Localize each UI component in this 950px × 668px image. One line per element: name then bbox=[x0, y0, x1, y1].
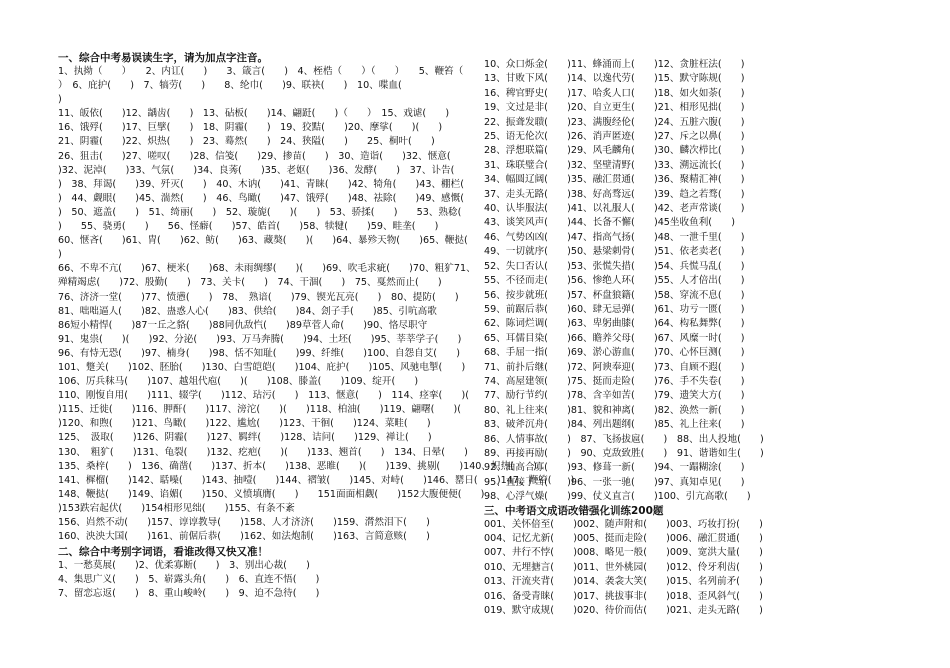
text-line: 66、不卑不亢( )67、梗米( )68、未雨绸缪( )( )69、吹毛求疵( )70、粗犷71、 bbox=[58, 263, 476, 275]
text-line: 96、有恃无恐( )97、楠身( )98、恬不知耻( )99、纤维( )100、自怨自艾( ) bbox=[58, 347, 460, 359]
text-line: 1、一愁莫展( )2、优柔寡断( ) 3、别出心裁( ) bbox=[58, 560, 310, 572]
text-line: )115、迁徙( )116、胛酐( )117、滂沱( )( )118、柏油( )119、翩曙( )( bbox=[58, 404, 461, 416]
text-line: 19、文过是非( )20、自立更生( )21、相形见拙( ) bbox=[484, 102, 745, 114]
text-line: 殚精竭虑( )72、殷勤( ) 73、关卡( ) 74、干涸( ) 75、戛然而止( ) bbox=[58, 277, 442, 289]
text-line: 013、汗流夹背( )014、袭衾大笑( )015、名列前矛( ) bbox=[484, 576, 763, 588]
text-line: 31、珠联璧合( )32、坚壁清野( )33、溯远流长( ) bbox=[484, 159, 745, 171]
text-line: 52、失口否认( )53、张慌失措( )54、兵慌马乱( ) bbox=[484, 260, 745, 272]
text-line: 4、集思广义( ) 5、崭露头角( ) 6、直连不悟( ) bbox=[58, 574, 320, 586]
section-1-title: 一、综合中考易误读生字，请为加点字注音。 bbox=[58, 52, 268, 64]
text-line: 34、幅圆辽阔( )35、融汇贯通( )36、聚精汇神( ) bbox=[484, 174, 745, 186]
text-line: 43、谈笑风声( )44、长备不懈( )45坐收鱼利( ) bbox=[484, 217, 735, 229]
section-3-body bbox=[484, 518, 892, 619]
text-line: 46、气势凶凶( )47、指高气扬( )48、一泄千里( ) bbox=[484, 231, 745, 243]
text-line: 59、前踞后恭( )60、肆无忌弹( )61、功亏一匮( ) bbox=[484, 303, 745, 315]
text-line: 22、振聋发聩( )23、满腹经伦( )24、五脏六腹( ) bbox=[484, 116, 745, 128]
text-line: 16、稗官野史( )17、哈炙人口( )18、如火如荼( ) bbox=[484, 87, 745, 99]
text-line: 86短小精悍( )87一丘之貉( )88同仇敌忾( )89草菅人命( )90、恪尽职守 bbox=[58, 319, 428, 331]
text-line: 76、济济一堂( )77、愤懑( ) 78、 熟谙( )79、锲光瓦亮( ) 80、提防( ) bbox=[58, 291, 459, 303]
text-line: 81、咄咄逼人( )82、蛊惑人心( )83、供给( )84、刽子手( )85、引吭高歌 bbox=[58, 305, 437, 317]
text-line: 21、阴霾( )22、炽热( ) 23、蓦然( ) 24、狭隘( ) 25、桐叶( ) bbox=[58, 136, 435, 148]
right-column bbox=[484, 58, 892, 618]
text-line: ) bbox=[58, 249, 62, 261]
section-2-title: 二、综合中考别字词语，看谁改得又快又准！ bbox=[58, 546, 268, 559]
text-line: 004、记忆尤新( )005、挺而走险( )006、融汇贯通( ) bbox=[484, 533, 763, 544]
text-line: 25、语无伦次( )26、消声匿迹( )27、斥之以鼻( ) bbox=[484, 131, 745, 143]
text-line: 101、蹩关( )102、胚胎( )130、白雪皑皑( )104、庇护( )105、风驰电掣( ) bbox=[58, 361, 466, 373]
text-line: 10、众口烁金( )11、蜂涌而上( )12、贪脏枉法( ) bbox=[484, 59, 745, 70]
text-line: 1、执拗（ ） 2、内讧( ) 3、箴言( ) 4、桎梏（ ）（ ） 5、鞭笞（ bbox=[58, 66, 464, 77]
text-line: 010、无埋搪言( )011、世外桃园( )012、伶牙利齿( ) bbox=[484, 561, 763, 573]
text-line: 160、泱泱大国( )161、前倨后恭( )162、如法炮制( )163、言简意赅( ) bbox=[58, 531, 430, 543]
text-line: 98、心浮气燥( )99、仗义直言( )100、引亢高歌( ) bbox=[484, 491, 751, 503]
text-line: 83、破斧沉舟( )84、列出题纲( )85、礼上往来( ) bbox=[484, 419, 745, 431]
text-line: 7、留恋忘返( ) 8、重山峻岭( ) 9、迫不急待( ) bbox=[58, 588, 320, 600]
text-line: ) 38、拜谒( )39、歼灭( ) 40、木讷( )41、青睐( )42、犄角( )43、棚栏( bbox=[58, 178, 464, 190]
text-line: 11、皈依( )12、龋齿( ) 13、砧板( )14、翩跹( )（ ） 15、戏谑( ) bbox=[58, 108, 450, 120]
section-2-continued-body bbox=[484, 58, 892, 505]
text-line: 91、鬼祟( )( )92、分泌( )93、万马奔腾( )94、土坯( )95、莘莘学子( ) bbox=[58, 333, 462, 345]
text-line: 68、手屈一指( )69、淤心游血( )70、心怀巨测( ) bbox=[484, 347, 745, 359]
text-line: )153跌宕起伏( )154相形见绌( )155、有条不紊 bbox=[58, 502, 295, 514]
text-line: ) 50、遮盖( ) 51、绮丽( ) 52、璇旎( )( ) 53、骄揉( ) 53、熟稔( bbox=[58, 206, 462, 218]
text-line: 37、走头无路( )38、好高骛远( )39、趋之若骛( ) bbox=[484, 188, 745, 200]
text-line: 16、饿殍( )17、巨擘( ) 18、阴霾( ) 19、狡黠( )20、摩挲( )( ) bbox=[58, 122, 443, 134]
text-line: 141、樨榴( )142、聒噪( )143、抽噎( )144、褶皱( )145、对峙( )146、罂日( )147、鞭笞( ) bbox=[58, 474, 575, 486]
text-line: 56、按步就班( )57、杯盘狼籍( )58、穿流不息( ) bbox=[484, 289, 745, 301]
text-line: 80、礼上往来( )81、貌和神离( )82、涣然一新( ) bbox=[484, 404, 745, 416]
text-line: 135、桑梓( ) 136、确凿( )137、折本( )138、恶睢( )( )139、挑剔( )140、炽热( ) bbox=[58, 460, 537, 472]
text-line: 26、狙击( )27、嗟叹( )28、信笺( )29、掺苗( ) 30、造诣( )32、惬意( bbox=[58, 150, 451, 162]
text-line: 49、一切就序( )50、悬梁刺骨( )51、依老卖老( ) bbox=[484, 246, 745, 258]
text-line: 65、耳儒目染( )66、瞻养父母( )67、风糜一时( ) bbox=[484, 332, 745, 344]
text-line: 148、鞭挞( )149、谄媚( )150、义愤填膺( ) 151面面相觑( )152大腹便便( ) bbox=[58, 488, 485, 500]
text-line: ） 6、庇护( ) 7、犒劳( ) 8、纶巾( )9、联袂( ) 10、喋血( bbox=[58, 80, 402, 92]
text-line: )32、泥淖( )33、气氛( )34、良莠( )35、老妪( )36、发酵( ) 37、讣告( bbox=[58, 164, 455, 176]
text-line: 95、直接了当( )96、一张一驰( )97、真知卓见( ) bbox=[484, 476, 745, 488]
text-line: 60、惬吝( )61、胄( )62、鲂( )63、藏獒( )( )64、暴殄天物( )65、鞭挞( bbox=[58, 235, 468, 247]
text-line: ) 55、骁勇( ) 56、怪癖( )57、皓首( )58、犊犍( )59、畦垄( ) bbox=[58, 221, 439, 233]
text-line: 001、关怀倍至( )002、随声附和( )003、巧妆打扮( ) bbox=[484, 518, 763, 530]
section-3-title: 三、中考语文成语改错强化训练200题 bbox=[484, 504, 664, 517]
text-line: 13、甘败下风( )14、以逸代劳( )15、默守陈规( ) bbox=[484, 73, 745, 85]
text-line: 62、陈词烂调( )63、卑躬曲膝( )64、构私舞弊( ) bbox=[484, 318, 745, 330]
text-line: 86、人情事故( ) 87、飞扬拔扈( ) 88、出人投地( ) bbox=[484, 433, 764, 445]
text-line: 106、厉兵秣马( )107、越俎代庖( )( )108、滕盖( )109、绽开( ) bbox=[58, 376, 419, 388]
text-line: 74、高屋建领( )75、挺而走险( )76、手不失卷( ) bbox=[484, 375, 745, 387]
text-line: 156、岿然不动( )157、谆谆教导( )158、人才济济( )159、潸然泪下( ) bbox=[58, 517, 430, 528]
text-line: 130、 粗犷( )131、龟裂( )132、疙疤( )( )133、翘首( ) 134、日晕( ) bbox=[58, 446, 468, 458]
text-line: 71、前扑后继( )72、阿谀奉迎( )73、自顾不遐( ) bbox=[484, 361, 745, 373]
text-line: 007、井行不悖( )008、略见一般( )009、宽洪大量( ) bbox=[484, 547, 763, 559]
text-line: 28、浮想联篇( )29、风毛麟角( )30、麟次栉比( ) bbox=[484, 145, 745, 157]
text-line: 016、备受青睐( )017、挑拔事非( )018、歪风斜气( ) bbox=[484, 590, 763, 602]
text-line: 89、再接再励( ) 90、克敌致胜( ) 91、谐谐如生( ) bbox=[484, 447, 764, 459]
text-line: 110、刚愎自用( )111、辍学( )112、玷污( ) 113、惬意( ) 114、痉挛( )( bbox=[58, 390, 469, 402]
section-2-body bbox=[58, 559, 466, 601]
text-line: ) bbox=[58, 94, 62, 106]
text-line: 125、 汲取( )126、阴霾( )127、羁绊( )128、诘问( )129、禅让( ) bbox=[58, 432, 432, 444]
text-line: 55、不径而走( )56、惨绝人环( )55、人才倍出( ) bbox=[484, 275, 745, 287]
text-line: 92、曲高合寡( )93、修葺一新( )94、一蹋糊涂( ) bbox=[484, 462, 745, 474]
text-line: 019、默守成规( )020、待价而估( )021、走头无路( ) bbox=[484, 605, 763, 617]
text-line: 40、认毕服法( )41、以礼服人( )42、老声常谈( ) bbox=[484, 203, 745, 215]
text-line: )120、和煦( )121、鸟瞰( )122、尴尬( )123、干徊( )124、菜畦( ) bbox=[58, 418, 431, 430]
text-line: 77、励行节约( )78、含辛如苦( )79、遗笑大方( ) bbox=[484, 390, 745, 402]
text-line: ) 44、觑眼( )45、湍然( ) 46、鸟瞰( )47、饿殍( )48、祛除( )49、感慨( bbox=[58, 192, 464, 204]
